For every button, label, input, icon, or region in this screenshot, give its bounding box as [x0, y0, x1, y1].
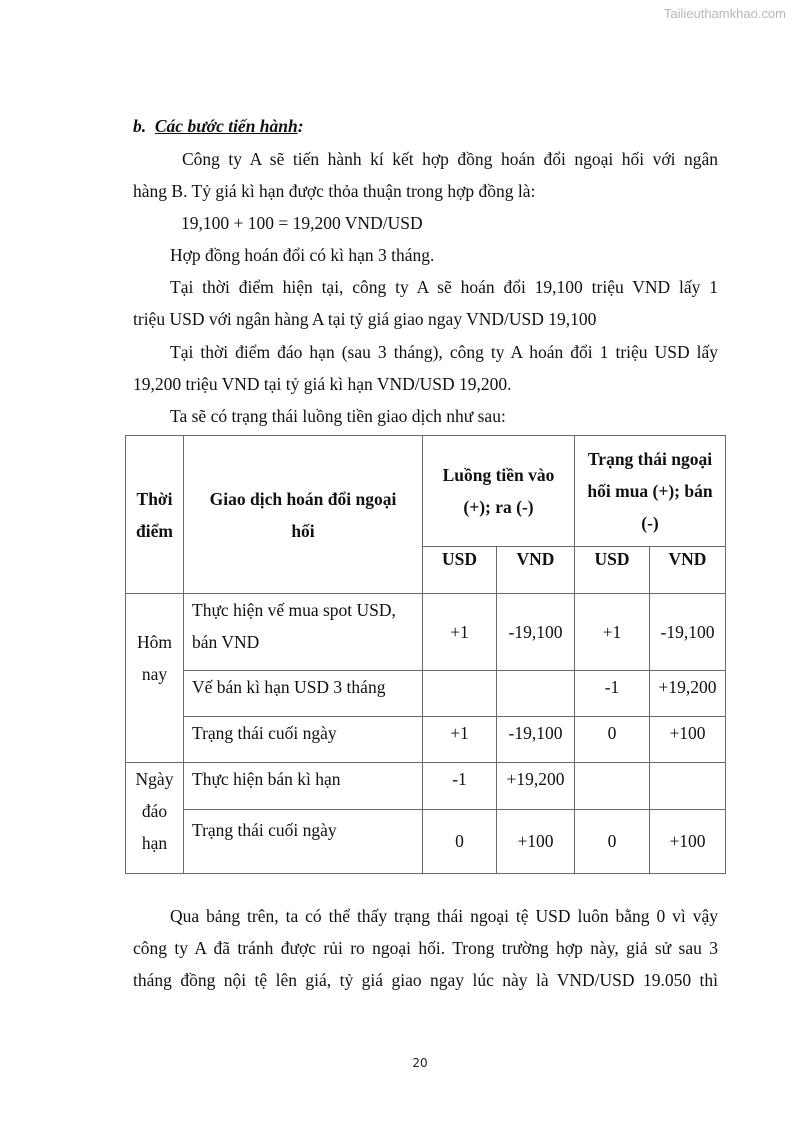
table-header-row: [126, 436, 726, 547]
paragraph-4-line-1: Tại thời điểm đáo hạn (sau 3 tháng), công ty A hoán đổi 1 triệu USD lấy: [170, 342, 718, 362]
header-fx-position: Trạng thái ngoại hối mua (+); bán (-): [575, 436, 726, 547]
paragraph-1-line-1: Công ty A sẽ tiến hành kí kết hợp đồng hoán đổi ngoại hối với ngân: [182, 149, 718, 169]
paragraph-6-line-3: tháng đồng nội tệ lên giá, tỷ giá giao ngay lúc này là VND/USD 19.050 thì: [133, 970, 718, 990]
paragraph-2: Hợp đồng hoán đổi có kì hạn 3 tháng.: [170, 245, 435, 265]
flow-usd-cell: -1: [423, 763, 497, 810]
header-pos-vnd: VND: [650, 547, 726, 594]
flow-usd-cell: [423, 671, 497, 717]
paragraph-1-line-2: hàng B. Tỷ giá kì hạn được thỏa thuận trong hợp đồng là:: [133, 181, 536, 201]
flow-vnd-cell: [497, 671, 575, 717]
txn-cell: Thực hiện bán kì hạn: [184, 763, 423, 810]
flow-vnd-cell: +19,200: [497, 763, 575, 810]
flow-usd-cell: +1: [423, 717, 497, 763]
txn-cell: Vế bán kì hạn USD 3 tháng: [184, 671, 423, 717]
header-flow-usd: USD: [423, 547, 497, 594]
flow-vnd-cell: -19,100: [497, 594, 575, 671]
table-row: [126, 594, 726, 671]
paragraph-6-line-2: công ty A đã tránh được rủi ro ngoại hối. Trong trường hợp này, giả sử sau 3: [133, 938, 718, 958]
paragraph-3-line-1: Tại thời điểm hiện tại, công ty A sẽ hoán đổi 19,100 triệu VND lấy 1: [170, 277, 718, 297]
pos-vnd-cell: +19,200: [650, 671, 726, 717]
table-row: [126, 810, 726, 874]
table-row: [126, 763, 726, 810]
watermark: Tailieuthamkhao.com: [663, 6, 786, 21]
paragraph-5: Ta sẽ có trạng thái luồng tiền giao dịch như sau:: [170, 406, 506, 426]
pos-usd-cell: 0: [575, 810, 650, 874]
time-today: Hôm nay: [126, 594, 184, 763]
header-time: Thời điểm: [126, 436, 184, 594]
table-row: [126, 671, 726, 717]
page-number: 20: [412, 1056, 428, 1070]
pos-vnd-cell: [650, 763, 726, 810]
header-pos-usd: USD: [575, 547, 650, 594]
flow-vnd-cell: +100: [497, 810, 575, 874]
paragraph-6-line-1: Qua bảng trên, ta có thể thấy trạng thái ngoại tệ USD luôn bằng 0 vì vậy: [170, 906, 718, 926]
flow-usd-cell: +1: [423, 594, 497, 671]
section-heading: [133, 116, 718, 136]
txn-cell: Thực hiện vế mua spot USD, bán VND: [184, 594, 423, 671]
pos-vnd-cell: -19,100: [650, 594, 726, 671]
section-prefix: b.: [133, 116, 147, 136]
pos-usd-cell: 0: [575, 717, 650, 763]
pos-usd-cell: [575, 763, 650, 810]
pos-vnd-cell: +100: [650, 810, 726, 874]
paragraph-4-line-2: 19,200 triệu VND tại tỷ giá kì hạn VND/USD 19,200.: [133, 374, 512, 394]
header-cash-flow: Luồng tiền vào (+); ra (-): [423, 436, 575, 547]
time-maturity: Ngày đáo hạn: [126, 763, 184, 874]
pos-usd-cell: +1: [575, 594, 650, 671]
flow-vnd-cell: -19,100: [497, 717, 575, 763]
formula: 19,100 + 100 = 19,200 VND/USD: [181, 213, 423, 233]
section-title: Các bước tiến hành: [154, 116, 298, 136]
header-transaction: Giao dịch hoán đổi ngoại hối: [184, 436, 423, 594]
header-flow-vnd: VND: [497, 547, 575, 594]
cash-flow-table: [125, 435, 726, 874]
pos-usd-cell: -1: [575, 671, 650, 717]
section-colon: :: [297, 116, 304, 136]
pos-vnd-cell: +100: [650, 717, 726, 763]
table-row: [126, 717, 726, 763]
paragraph-3-line-2: triệu USD với ngân hàng A tại tỷ giá giao ngay VND/USD 19,100: [133, 309, 597, 329]
flow-usd-cell: 0: [423, 810, 497, 874]
txn-cell: Trạng thái cuối ngày: [184, 717, 423, 763]
txn-cell: Trạng thái cuối ngày: [184, 810, 423, 874]
